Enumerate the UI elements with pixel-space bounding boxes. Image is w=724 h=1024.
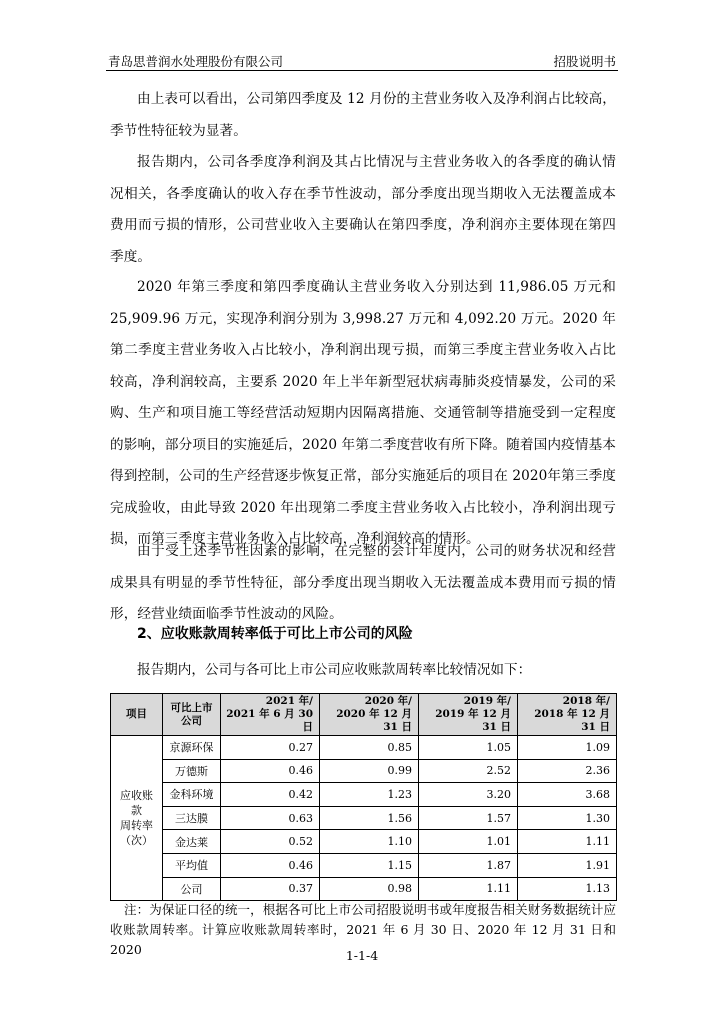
- table-row: [111, 736, 617, 760]
- value-2021: 0.52: [221, 830, 320, 854]
- header-company: 可比上市 公司: [163, 694, 221, 736]
- paragraph-seasonal-risk: 由于受上述季节性因素的影响，在完整的会计年度内，公司的财务状况和经营成果具有明显的季节性特征，部分季度出现当期收入无法覆盖成本费用而亏损的情形，经营业绩面临季节性波动的风险。: [110, 543, 616, 622]
- value-2020: 0.85: [320, 736, 419, 760]
- header-2021: 2021 年/ 2021 年 6 月 30 日: [221, 694, 320, 736]
- value-2020: 1.10: [320, 830, 419, 854]
- value-2018: 1.91: [518, 853, 617, 877]
- header-2019: 2019 年/ 2019 年 12 月 31 日: [419, 694, 518, 736]
- table-row: [111, 759, 617, 783]
- value-2020: 0.99: [320, 759, 419, 783]
- paragraph-seasonal-summary: 由上表可以看出，公司第四季度及 12 月份的主营业务收入及净利润占比较高，季节性特征较为显著。: [110, 91, 616, 139]
- value-2021: 0.27: [221, 736, 320, 760]
- table-intro: 报告期内，公司与各可比上市公司应收账款周转率比较情况如下：: [137, 662, 532, 678]
- value-2018: 1.09: [518, 736, 617, 760]
- company-name: 万德斯: [163, 759, 221, 783]
- value-2021: 0.46: [221, 759, 320, 783]
- table-row: [111, 783, 617, 807]
- row-label-turnover: 应收账款 周转率 （次）: [111, 736, 163, 901]
- header-divider: [106, 70, 618, 71]
- value-2018: 3.68: [518, 783, 617, 807]
- paragraph-2020-quarters: 2020 年第三季度和第四季度确认主营业务收入分别达到 11,986.05 万元和25,909.96 万元，实现净利润分别为 3,998.27 万元和 4,092.20 万元。2020 年第二季度主营业务收入占比较小，净利润出现亏损，而第三季度主营业务收入占比较高，净利润较高，主要系 2020 年上半年新型冠状病毒肺炎疫情暴发，公司的采购、生产和项目施工等经营活动短期内因隔离措施、交通管制等措施受到一定程度的影响，部分项目的实施延后，2020 年第二季度营收有所下降。随着国内疫情基本得到控制，公司的生产经营逐步恢复正常，部分实施延后的项目在 2020年第三季度完成验收，由此导致 2020 年出现第二季度主营业务收入占比较小，净利润出现亏损，而第三季度主营业务收入占比较高，净利润较高的情形。: [110, 279, 616, 547]
- header-2018: 2018 年/ 2018 年 12 月 31 日: [518, 694, 617, 736]
- value-2018: 1.11: [518, 830, 617, 854]
- table-header-row: [111, 694, 617, 736]
- value-2019: 1.11: [419, 877, 518, 901]
- header-doc-type: 招股说明书: [553, 54, 616, 69]
- table-note: 注：为保证口径的统一，根据各可比上市公司招股说明书或年度报告相关财务数据统计应收账款周转率。计算应收账款周转率时，2021 年 6 月 30 日、2020 年 12 月 31 日和 2020: [110, 902, 616, 957]
- value-2018: 2.36: [518, 759, 617, 783]
- company-name: 三达膜: [163, 806, 221, 830]
- table-row: [111, 830, 617, 854]
- value-2019: 1.01: [419, 830, 518, 854]
- page-number: 1-1-4: [345, 948, 379, 963]
- value-2018: 1.13: [518, 877, 617, 901]
- value-2020: 1.56: [320, 806, 419, 830]
- value-2021: 0.42: [221, 783, 320, 807]
- value-2019: 1.57: [419, 806, 518, 830]
- value-2019: 2.52: [419, 759, 518, 783]
- value-2019: 3.20: [419, 783, 518, 807]
- header-item: 项目: [111, 694, 163, 736]
- value-2019: 1.87: [419, 853, 518, 877]
- value-2020: 1.15: [320, 853, 419, 877]
- company-name: 京源环保: [163, 736, 221, 760]
- company-name: 金达莱: [163, 830, 221, 854]
- value-2019: 1.05: [419, 736, 518, 760]
- section-title: 2、应收账款周转率低于可比上市公司的风险: [137, 626, 413, 642]
- paragraph-quarterly-profit: 报告期内，公司各季度净利润及其占比情况与主营业务收入的各季度的确认情况相关，各季度确认的收入存在季节性波动，部分季度出现当期收入无法覆盖成本费用而亏损的情形，公司营业收入主要确认在第四季度，净利润亦主要体现在第四季度。: [110, 154, 616, 265]
- value-2021: 0.46: [221, 853, 320, 877]
- header-2020: 2020 年/ 2020 年 12 月 31 日: [320, 694, 419, 736]
- value-2021: 0.63: [221, 806, 320, 830]
- value-2020: 0.98: [320, 877, 419, 901]
- company-name: 公司: [163, 877, 221, 901]
- value-2021: 0.37: [221, 877, 320, 901]
- header-company: 青岛思普润水处理股份有限公司: [108, 54, 284, 69]
- table-row-average: [111, 853, 617, 877]
- company-name: 平均值: [163, 853, 221, 877]
- receivables-turnover-table: [110, 693, 617, 901]
- table-row: [111, 806, 617, 830]
- company-name: 金科环境: [163, 783, 221, 807]
- value-2020: 1.23: [320, 783, 419, 807]
- value-2018: 1.30: [518, 806, 617, 830]
- table-row-company: [111, 877, 617, 901]
